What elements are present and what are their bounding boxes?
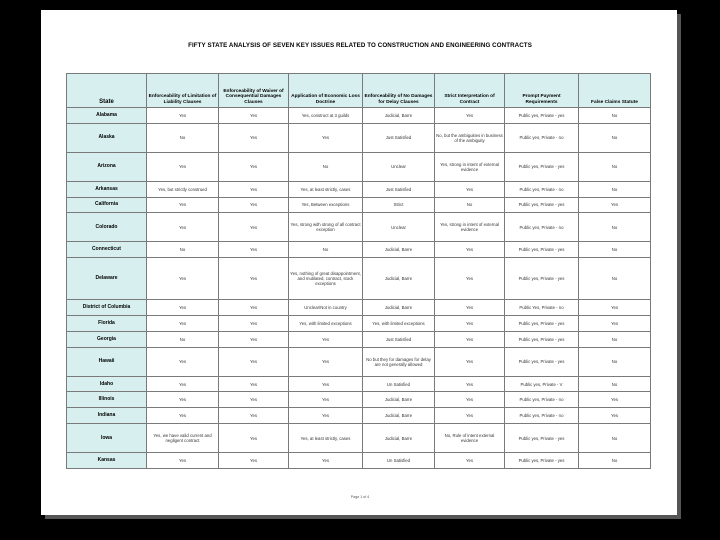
state-name-cell: Iowa [67, 424, 147, 453]
table-cell: Yes [289, 376, 363, 392]
table-cell: Yes [219, 392, 289, 408]
table-row [67, 258, 651, 300]
table-cell: Yes [435, 392, 505, 408]
table-cell: Yes [435, 181, 505, 197]
table-row [67, 376, 651, 392]
table-cell: Yes [219, 408, 289, 424]
table-cell: Yes, construct at 3 guilds [289, 108, 363, 124]
table-cell: No but they for damages for delay are not generally allowed [363, 347, 435, 376]
state-name-cell: Arizona [67, 152, 147, 181]
table-cell: Yes [289, 408, 363, 424]
table-cell: No [579, 123, 651, 152]
table-cell: Yes [219, 316, 289, 332]
table-cell: Judicial, Barre [363, 108, 435, 124]
table-cell: Public yes, Private - no [505, 408, 579, 424]
table-cell: Public yes, Private - V [505, 376, 579, 392]
table-cell: No [579, 424, 651, 453]
table-cell: No [579, 453, 651, 469]
table-cell: Judicial, Barre [363, 258, 435, 300]
state-name-cell: California [67, 197, 147, 213]
column-header-limitation-of-liability: Enforceability of Limitation of Liability Clauses [147, 74, 219, 108]
state-name-cell: Idaho [67, 376, 147, 392]
table-cell: Yes [147, 197, 219, 213]
table-cell: Yes [219, 197, 289, 213]
table-cell: Yes [147, 108, 219, 124]
table-cell: Yes, strong in intent of external evidence [435, 213, 505, 242]
table-cell: Unclear [363, 152, 435, 181]
table-cell: No [579, 331, 651, 347]
table-row [67, 316, 651, 332]
table-cell: Public yes, Private - no [505, 392, 579, 408]
state-name-cell: Florida [67, 316, 147, 332]
table-cell: Yes [219, 453, 289, 469]
state-name-cell: Illinois [67, 392, 147, 408]
table-cell: Yes [289, 331, 363, 347]
state-name-cell: Arkansas [67, 181, 147, 197]
state-name-cell: Connecticut [67, 242, 147, 258]
table-cell: No [579, 347, 651, 376]
column-header-false-claims: False Claims Statute [579, 74, 651, 108]
state-name-cell: Colorado [67, 213, 147, 242]
table-cell: Public yes, Private - no [505, 181, 579, 197]
table-cell: Public yes, Private - yes [505, 453, 579, 469]
table-cell: Yes [219, 213, 289, 242]
table-cell: Just Satisfied [363, 181, 435, 197]
table-cell: Yes [579, 316, 651, 332]
table-cell: Just Satisfied [363, 331, 435, 347]
table-cell: Yes [219, 258, 289, 300]
table-cell: Yes [579, 408, 651, 424]
table-cell: Yes [579, 197, 651, 213]
table-cell: Unclear/Not in country [289, 300, 363, 316]
table-cell: Un Satisfied [363, 453, 435, 469]
table-cell: Yes [219, 152, 289, 181]
table-cell: Public yes, Private - yes [505, 152, 579, 181]
table-cell: Public yes, Private - yes [505, 108, 579, 124]
table-cell: Judicial, Barre [363, 300, 435, 316]
table-row [67, 453, 651, 469]
page-shadow-right [677, 14, 681, 519]
column-header-no-damages-for-delay: Enforceability of No Damages for Delay Clauses [363, 74, 435, 108]
table-row [67, 300, 651, 316]
table-cell: Yes [219, 376, 289, 392]
table-cell: Yes [147, 408, 219, 424]
table-cell: Yes [147, 213, 219, 242]
table-cell: Yes [435, 331, 505, 347]
page-title: FIFTY STATE ANALYSIS OF SEVEN KEY ISSUES RELATED TO CONSTRUCTION AND ENGINEERING CONTRACTS [188, 42, 532, 49]
table-cell: Yes [435, 316, 505, 332]
page-shadow-bottom [45, 515, 681, 519]
table-cell: No [579, 108, 651, 124]
table-cell: Yes, at least strictly, cases [289, 181, 363, 197]
table-cell: Public yes, Private - no [505, 123, 579, 152]
table-cell: No [579, 152, 651, 181]
table-cell: No [147, 331, 219, 347]
table-cell: Public Yes, Private - no [505, 300, 579, 316]
table-cell: Public yes, Private - yes [505, 197, 579, 213]
table-cell: Yes [147, 316, 219, 332]
table-cell: Yes [435, 376, 505, 392]
table-cell: Yes [289, 392, 363, 408]
table-row [67, 213, 651, 242]
table-cell: Yes, but strictly construed [147, 181, 219, 197]
table-cell: Yes, with limited exceptions [363, 316, 435, 332]
table-row [67, 123, 651, 152]
table-cell: No, Rule of intent external evidence [435, 424, 505, 453]
table-cell: No, but the ambiguities in business of the ambiguity [435, 123, 505, 152]
table-cell: Yes, Between exceptions [289, 197, 363, 213]
table-cell: Yes [579, 392, 651, 408]
table-cell: No [289, 152, 363, 181]
state-name-cell: Hawaii [67, 347, 147, 376]
table-cell: Judicial, Barre [363, 392, 435, 408]
table-cell: Yes, strong in intent of external evidence [435, 152, 505, 181]
state-name-cell: District of Columbia [67, 300, 147, 316]
state-name-cell: Kansas [67, 453, 147, 469]
table-cell: Yes [579, 300, 651, 316]
table-cell: Un Satisfied [363, 376, 435, 392]
table-cell: No [579, 181, 651, 197]
column-header-state: State [67, 74, 147, 108]
table-row [67, 331, 651, 347]
state-name-cell: Indiana [67, 408, 147, 424]
table-cell: Yes [289, 123, 363, 152]
table-row [67, 424, 651, 453]
column-header-economic-loss: Application of Economic Loss Doctrine [289, 74, 363, 108]
table-cell: Yes, we have valid current and negligent contract [147, 424, 219, 453]
table-cell: No [579, 258, 651, 300]
state-name-cell: Georgia [67, 331, 147, 347]
table-cell: Yes [219, 242, 289, 258]
state-name-cell: Delaware [67, 258, 147, 300]
state-name-cell: Alabama [67, 108, 147, 124]
table-cell: Yes [219, 300, 289, 316]
table-cell: No [579, 213, 651, 242]
column-header-consequential-damages: Enforceability of Waiver of Consequential Damages Clauses [219, 74, 289, 108]
page-footer: Page 1 of 4 [350, 495, 370, 499]
column-header-prompt-payment: Prompt Payment Requirements [505, 74, 579, 108]
table-cell: Yes [147, 152, 219, 181]
table-cell: Judicial, Barre [363, 424, 435, 453]
table-cell: Yes [435, 453, 505, 469]
table-cell: Yes [219, 123, 289, 152]
table-row [67, 347, 651, 376]
table-row [67, 181, 651, 197]
header-row [67, 74, 651, 108]
table-cell: Public yes, Private - yes [505, 331, 579, 347]
table-cell: Yes [147, 258, 219, 300]
table-cell: Yes [435, 108, 505, 124]
table-cell: No [579, 376, 651, 392]
table-cell: Public yes, Private - yes [505, 347, 579, 376]
table-cell: Judicial, Barre [363, 408, 435, 424]
table-cell: Yes, strong with strong of all contract exception [289, 213, 363, 242]
table-cell: Yes [147, 453, 219, 469]
table-cell: Yes [289, 347, 363, 376]
table-cell: Yes [435, 408, 505, 424]
table-cell: Yes [289, 453, 363, 469]
table-cell: Just Satisfied [363, 123, 435, 152]
table-cell: No [579, 242, 651, 258]
table-cell: Yes [147, 300, 219, 316]
table-cell: Yes [435, 300, 505, 316]
table-cell: Yes [435, 242, 505, 258]
table-row [67, 408, 651, 424]
table-row [67, 108, 651, 124]
table-cell: Public yes, Private - yes [505, 242, 579, 258]
state-name-cell: Alaska [67, 123, 147, 152]
table-cell: Strict [363, 197, 435, 213]
table-row [67, 197, 651, 213]
table-cell: No [147, 123, 219, 152]
table-cell: Yes [219, 331, 289, 347]
table-cell: Unclear [363, 213, 435, 242]
table-cell: Yes [435, 258, 505, 300]
table-cell: Public yes, Private - yes [505, 316, 579, 332]
table-cell: Yes [219, 424, 289, 453]
table-cell: Yes [219, 108, 289, 124]
table-cell: Yes [147, 392, 219, 408]
table-cell: Public yes, Private - yes [505, 258, 579, 300]
table-cell: Yes [435, 347, 505, 376]
column-header-strict-interpretation: Strict Interpretation of Contract [435, 74, 505, 108]
table-row [67, 242, 651, 258]
table-row [67, 152, 651, 181]
table-cell: Yes, with limited exceptions [289, 316, 363, 332]
table-cell: Public yes, Private - no [505, 213, 579, 242]
table-cell: Judicial, Barre [363, 242, 435, 258]
table-cell: Yes [147, 347, 219, 376]
table-cell: No [147, 242, 219, 258]
table-cell: No [289, 242, 363, 258]
table-cell: Yes [219, 347, 289, 376]
table-cell: Yes [147, 376, 219, 392]
state-analysis-table [66, 73, 651, 469]
table-cell: Yes, nothing of great disappointment, and mutilated, contract, stock exceptions [289, 258, 363, 300]
table-cell: Yes, at least strictly, cases [289, 424, 363, 453]
table-cell: Public yes, Private - yes [505, 424, 579, 453]
table-cell: No [435, 197, 505, 213]
table-cell: Yes [219, 181, 289, 197]
table-row [67, 392, 651, 408]
